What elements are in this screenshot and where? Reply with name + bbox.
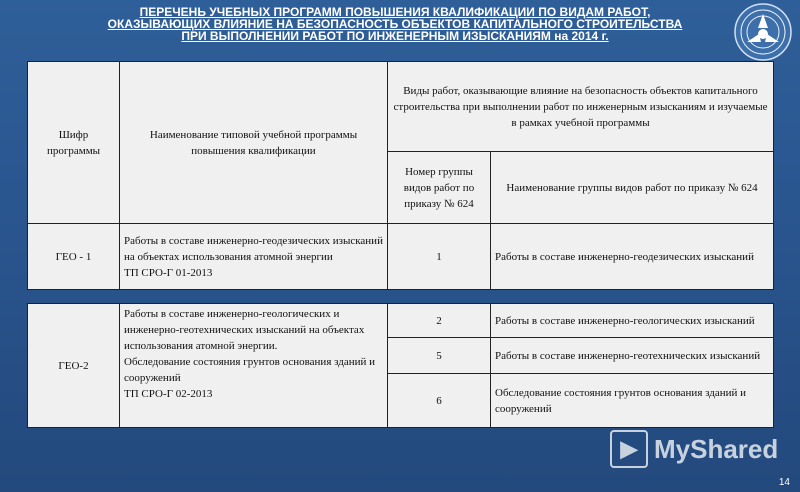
table-header-row: [28, 62, 774, 152]
row-program: Работы в составе инженерно-геодезических изысканий на объектах использования атомной энергии ТП СРО-Г 01-2013: [120, 224, 388, 290]
play-icon: ▶: [610, 430, 648, 468]
header-code: Шифр программы: [28, 62, 120, 224]
page-number: 14: [778, 477, 790, 488]
row-group-name: Работы в составе инженерно-геологических изысканий: [491, 304, 774, 338]
table-row: [28, 304, 774, 338]
header-group-name: Наименование группы видов работ по приказу № 624: [491, 152, 774, 224]
row-group-name: Обследование состояния грунтов основания зданий и сооружений: [491, 374, 774, 428]
title-line-2: ОКАЗЫВАЮЩИХ ВЛИЯНИЕ НА БЕЗОПАСНОСТЬ ОБЪЕКТОВ КАПИТАЛЬНОГО СТРОИТЕЛЬСТВА: [107, 17, 683, 31]
row-group-number: 2: [388, 304, 491, 338]
row-code: ГЕО - 1: [28, 224, 120, 290]
emblem-logo-icon: [733, 2, 793, 62]
programs-table-2: [27, 303, 774, 428]
row-group-number: 6: [388, 374, 491, 428]
watermark: [610, 430, 778, 468]
row-group-name: Работы в составе инженерно-геодезических изысканий: [491, 224, 774, 290]
row-group-name: Работы в составе инженерно-геотехнических изысканий: [491, 338, 774, 374]
header-work-kinds: Виды работ, оказывающие влияние на безопасность объектов капитального строительства при выполнении работ по инженерным изысканиям и изучаемые в рамках учебной программы: [388, 62, 774, 152]
header-program-name: Наименование типовой учебной программы повышения квалификации: [120, 62, 388, 224]
watermark-text: MyShared: [654, 433, 779, 464]
header-group-number: Номер группы видов работ по приказу № 624: [388, 152, 491, 224]
row-code: ГЕО-2: [28, 304, 120, 428]
title-line-3: ПРИ ВЫПОЛНЕНИИ РАБОТ ПО ИНЖЕНЕРНЫМ ИЗЫСКАНИЯМ на 2014 г.: [181, 29, 609, 43]
row-program: Работы в составе инженерно-геологических и инженерно-геотехнических изысканий на объектах использования атомной энергии. Обследование состояния грунтов основания зданий и сооружений ТП СРО-Г 02-2013: [120, 304, 388, 428]
title-line-1: ПЕРЕЧЕНЬ УЧЕБНЫХ ПРОГРАММ ПОВЫШЕНИЯ КВАЛИФИКАЦИИ ПО ВИДАМ РАБОТ,: [139, 5, 651, 19]
programs-table-1: [27, 61, 774, 290]
page-title: [60, 6, 730, 42]
row-group-number: 1: [388, 224, 491, 290]
table-row: [28, 224, 774, 290]
row-group-number: 5: [388, 338, 491, 374]
